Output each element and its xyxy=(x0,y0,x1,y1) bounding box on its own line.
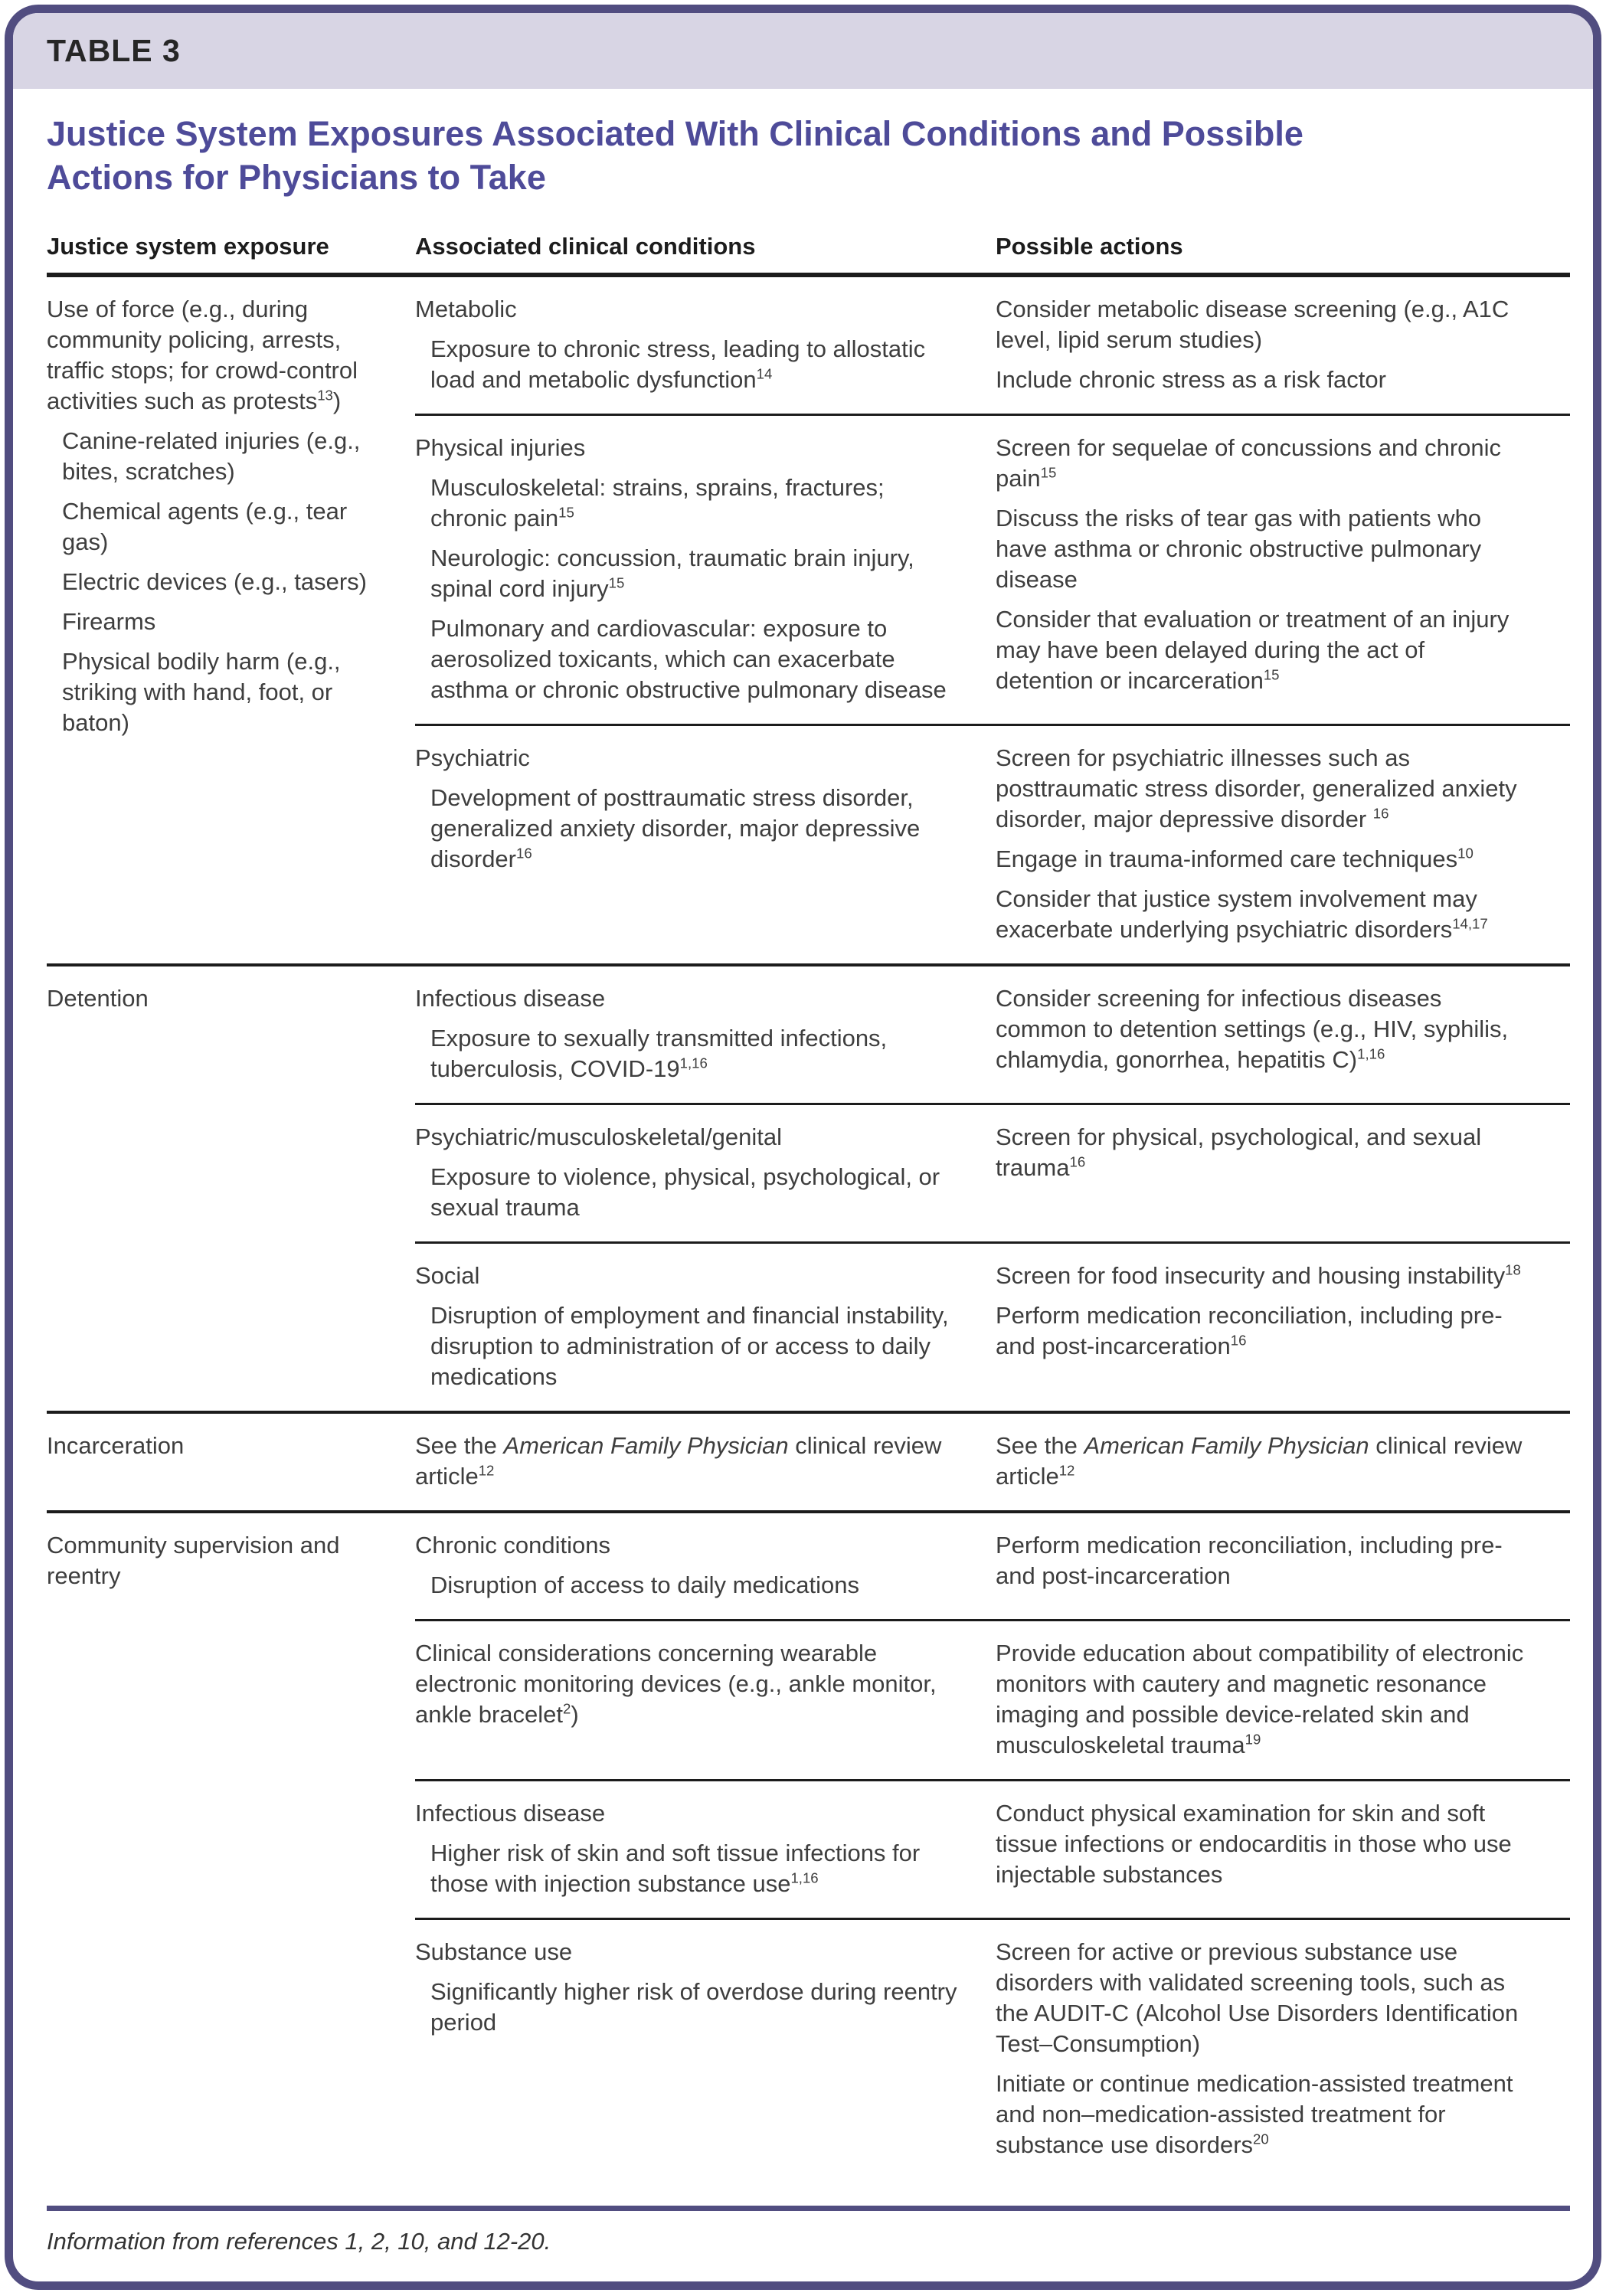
exposure-paragraph: Physical bodily harm (e.g., striking with hand, foot, or baton) xyxy=(62,648,341,737)
exposure-cell xyxy=(47,1513,415,2179)
condition-cell xyxy=(415,1779,996,1918)
action-paragraph: Consider that evaluation or treatment of an injury may have been delayed during the act of detention or incarceration$^{15}$ xyxy=(996,606,1510,695)
footer-rule xyxy=(47,2206,1570,2211)
condition-cell xyxy=(415,1513,996,1619)
condition-paragraph: Infectious disease xyxy=(415,1800,606,1827)
condition-paragraph: Pulmonary and cardiovascular: exposure to aerosolized toxicants, which can exacerbate asthma or chronic obstructive pulmonary disease xyxy=(430,615,947,704)
column-header-row xyxy=(47,233,1570,277)
condition-paragraph: Disruption of access to daily medications xyxy=(430,1572,859,1599)
table-footer xyxy=(47,2206,1570,2281)
condition-cell xyxy=(415,1619,996,1779)
exposure-paragraph: Community supervision and reentry xyxy=(47,1532,340,1590)
condition-paragraph: Social xyxy=(415,1262,480,1290)
action-paragraph: Consider screening for infectious diseases common to detention settings (e.g., HIV, syphilis, chlamydia, gonorrhea, hepatitis C)$^{1,16}$ xyxy=(996,985,1509,1074)
condition-paragraph: Neurologic: concussion, traumatic brain injury, spinal cord injury$^{15}$ xyxy=(430,545,914,603)
condition-paragraph: Metabolic xyxy=(415,296,517,323)
action-cell xyxy=(996,414,1570,724)
exposure-paragraph: Canine-related injuries (e.g., bites, scratches) xyxy=(62,427,361,486)
condition-cell xyxy=(415,966,996,1103)
condition-cell xyxy=(415,277,996,414)
action-paragraph: Screen for psychiatric illnesses such as posttraumatic stress disorder, generalized anxiety disorder, major depressive disorder $^{16}$ xyxy=(996,744,1517,833)
exposure-cell xyxy=(47,277,415,963)
table-content xyxy=(13,89,1593,2281)
exposure-paragraph: Detention xyxy=(47,985,149,1012)
table-section xyxy=(47,1411,1570,1510)
condition-paragraph: Exposure to sexually transmitted infections, tuberculosis, COVID-19$^{1,16}$ xyxy=(430,1025,888,1083)
condition-paragraph: Psychiatric xyxy=(415,744,530,772)
condition-paragraph: Clinical considerations concerning wearable electronic monitoring devices (e.g., ankle monitor, ankle bracelet$^2$) xyxy=(415,1640,937,1729)
action-paragraph: Screen for active or previous substance use disorders with validated screening tools, such as the AUDIT-C (Alcohol Use Disorders Identification Test–Consumption) xyxy=(996,1938,1519,2058)
action-paragraph: Include chronic stress as a risk factor xyxy=(996,366,1386,394)
action-cell xyxy=(996,1414,1570,1510)
column-header-conditions: Associated clinical conditions xyxy=(415,233,756,260)
action-paragraph: Screen for food insecurity and housing instability$^{18}$ xyxy=(996,1261,1521,1290)
condition-paragraph: Disruption of employment and financial instability, disruption to administration of or access to daily medications xyxy=(430,1302,949,1391)
condition-paragraph: Musculoskeletal: strains, sprains, fractures; chronic pain$^{15}$ xyxy=(430,474,885,532)
action-cell xyxy=(996,277,1570,414)
exposure-paragraph: Electric devices (e.g., tasers) xyxy=(62,568,367,596)
action-cell xyxy=(996,724,1570,963)
condition-cell xyxy=(415,1414,996,1510)
action-paragraph: See the American Family Physician clinical review article$^{12}$ xyxy=(996,1432,1523,1490)
condition-paragraph: Development of posttraumatic stress disorder, generalized anxiety disorder, major depressive disorder$^{16}$ xyxy=(430,784,921,873)
condition-paragraph: Higher risk of skin and soft tissue infections for those with injection substance use$^{1,16}$ xyxy=(430,1840,921,1898)
action-cell xyxy=(996,1619,1570,1779)
action-paragraph: Perform medication reconciliation, including pre- and post-incarceration xyxy=(996,1532,1503,1590)
table-section xyxy=(47,1510,1570,2179)
table-card xyxy=(5,5,1601,2290)
exposure-cell xyxy=(47,966,415,1411)
action-paragraph: Discuss the risks of tear gas with patients who have asthma or chronic obstructive pulmonary disease xyxy=(996,505,1482,594)
exposure-paragraph: Firearms xyxy=(62,608,156,636)
condition-cell xyxy=(415,724,996,963)
action-paragraph: Initiate or continue medication-assisted treatment and non–medication-assisted treatment for substance use disorders$^{20}$ xyxy=(996,2070,1513,2159)
action-cell xyxy=(996,1241,1570,1411)
table-body xyxy=(47,277,1570,2179)
table-label-band xyxy=(13,13,1593,89)
exposure-paragraph: Chemical agents (e.g., tear gas) xyxy=(62,498,348,556)
table-footnote: Information from references 1, 2, 10, and 12-20. xyxy=(47,2228,551,2255)
column-header-actions: Possible actions xyxy=(996,233,1183,260)
exposure-cell xyxy=(47,1414,415,1510)
action-paragraph: Screen for physical, psychological, and sexual trauma$^{16}$ xyxy=(996,1123,1482,1182)
table-section xyxy=(47,963,1570,1411)
exposure-paragraph: Incarceration xyxy=(47,1432,185,1460)
action-paragraph: Conduct physical examination for skin and soft tissue infections or endocarditis in those who use injectable substances xyxy=(996,1800,1512,1889)
action-paragraph: Engage in trauma-informed care techniques$^{10}$ xyxy=(996,845,1474,873)
condition-paragraph: Exposure to violence, physical, psychological, or sexual trauma xyxy=(430,1163,940,1222)
action-cell xyxy=(996,1103,1570,1241)
exposure-paragraph: Use of force (e.g., during community policing, arrests, traffic stops; for crowd-control activities such as protests$^{13}$) xyxy=(47,296,358,415)
condition-cell xyxy=(415,1241,996,1411)
condition-paragraph: Exposure to chronic stress, leading to allostatic load and metabolic dysfunction$^{14}$ xyxy=(430,335,926,394)
condition-paragraph: Psychiatric/musculoskeletal/genital xyxy=(415,1123,782,1151)
condition-paragraph: See the American Family Physician clinical review article$^{12}$ xyxy=(415,1432,942,1490)
action-cell xyxy=(996,1779,1570,1918)
table-title: Justice System Exposures Associated With Clinical Conditions and Possible Actions for Physicians to Take xyxy=(47,114,1303,198)
action-cell xyxy=(996,966,1570,1103)
action-paragraph: Consider metabolic disease screening (e.g., A1C level, lipid serum studies) xyxy=(996,296,1510,354)
condition-paragraph: Substance use xyxy=(415,1938,573,1966)
condition-paragraph: Physical injuries xyxy=(415,434,586,462)
condition-paragraph: Significantly higher risk of overdose during reentry period xyxy=(430,1978,957,2036)
condition-cell xyxy=(415,414,996,724)
action-cell xyxy=(996,1918,1570,2179)
condition-cell xyxy=(415,1918,996,2179)
table-section xyxy=(47,277,1570,963)
action-paragraph: Screen for sequelae of concussions and chronic pain$^{15}$ xyxy=(996,434,1502,492)
condition-paragraph: Chronic conditions xyxy=(415,1532,611,1559)
action-paragraph: Perform medication reconciliation, including pre- and post-incarceration$^{16}$ xyxy=(996,1302,1503,1360)
action-paragraph: Consider that justice system involvement may exacerbate underlying psychiatric disorders$^{14,17}$ xyxy=(996,885,1488,944)
column-header-exposure: Justice system exposure xyxy=(47,233,329,260)
action-cell xyxy=(996,1513,1570,1619)
condition-cell xyxy=(415,1103,996,1241)
action-paragraph: Provide education about compatibility of electronic monitors with cautery and magnetic resonance imaging and possible device-related skin and musculoskeletal trauma$^{19}$ xyxy=(996,1640,1524,1759)
condition-paragraph: Infectious disease xyxy=(415,985,606,1012)
table-label: TABLE 3 xyxy=(47,33,181,68)
